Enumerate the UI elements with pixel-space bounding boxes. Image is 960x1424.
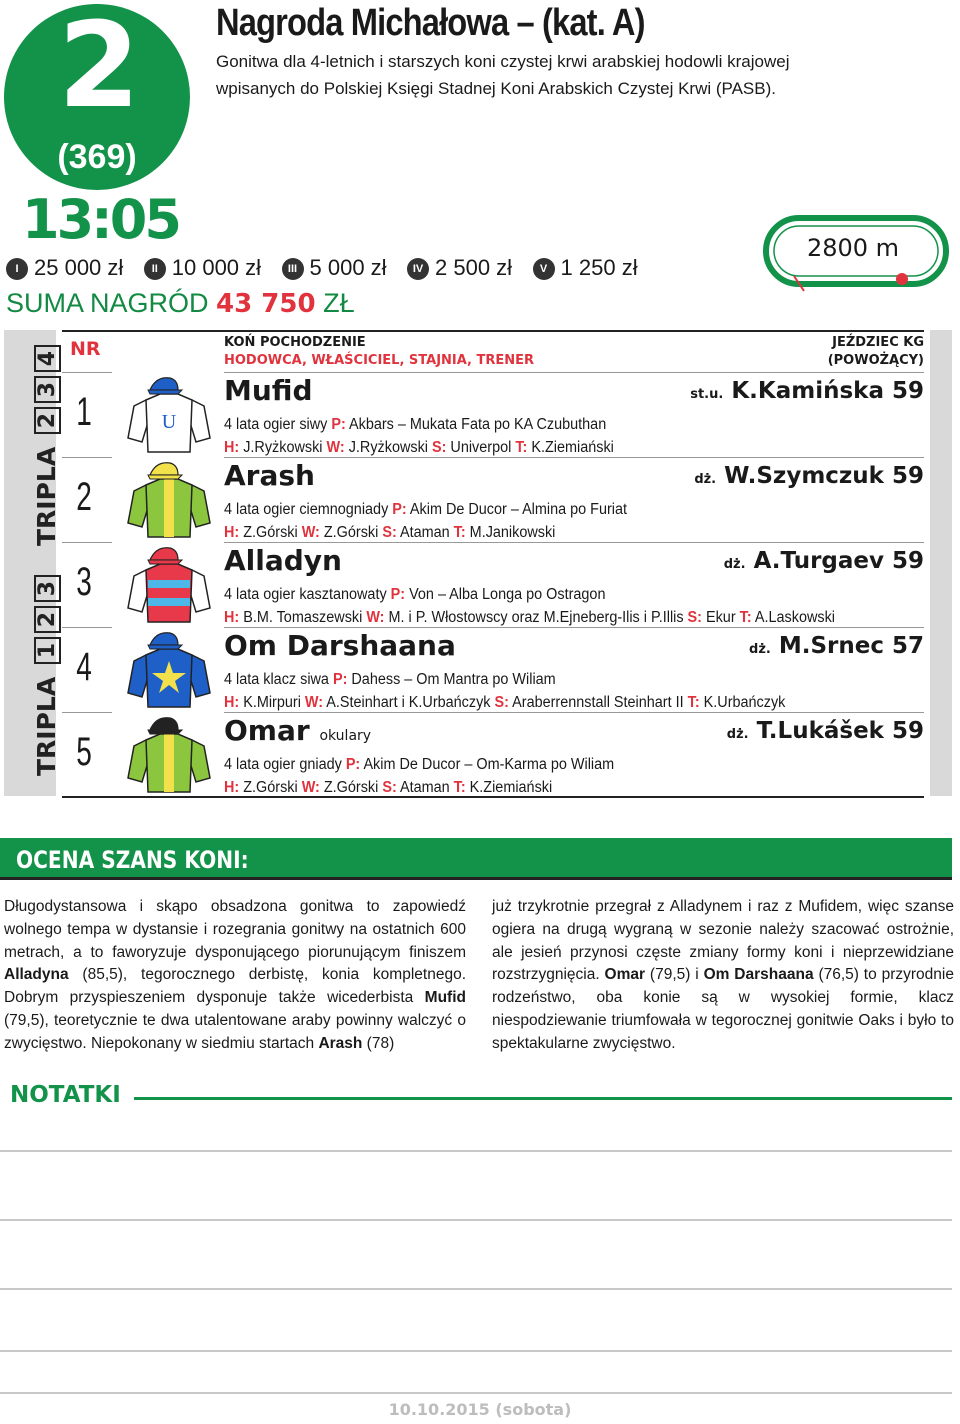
prize-sum-currency: ZŁ xyxy=(323,288,355,318)
horse-pedigree xyxy=(224,501,627,519)
header-horse-line2: HODOWCA, WŁAŚCICIEL, STAJNIA, TRENER xyxy=(224,353,535,368)
owner: J.Ryżkowski xyxy=(348,439,428,456)
row-rule xyxy=(224,542,924,543)
label-w: W: xyxy=(301,779,320,796)
label-t: T: xyxy=(453,779,466,796)
header-horse xyxy=(224,334,534,370)
place-badge: II xyxy=(144,258,166,280)
jockey-name: W.Szymczuk 59 xyxy=(724,463,924,489)
ocena-text-run: już trzykrotnie przegrał z Alladynem i raz z Mufidem, więc szanse ogiera na drugą wygraną w sezonie należy szacować ostrożnie, ale jesień przynosi częste zmiany formy koni i nieprzewidziane rozstrzygnięcia. xyxy=(492,898,954,984)
trainer: K.Ziemiański xyxy=(469,779,553,796)
ocena-text-run: (76,5) to przyrodnie rodzeństwo, oba konie są w wysokiej formie, klacz niespodziewanie triumfowała w tegorocznej gonitwie Oaks i było to spektakularne zwycięstwo. xyxy=(492,966,954,1052)
svg-text:U: U xyxy=(161,411,177,433)
ocena-text-run: (78) xyxy=(362,1034,395,1052)
footer-date: 10.10.2015 (sobota) xyxy=(388,1400,572,1419)
row-rule xyxy=(62,627,112,628)
place-badge: I xyxy=(6,258,28,280)
jockey-silks-icon xyxy=(126,461,212,541)
row-rule xyxy=(224,457,924,458)
row-rule xyxy=(62,712,112,713)
horse-row xyxy=(62,712,924,797)
tripla-label: TRIPLA xyxy=(32,676,61,776)
horse-desc: 4 lata klacz siwa xyxy=(224,671,329,688)
horse-parents: Akbars – Mukata Fata po KA Czubuthan xyxy=(348,416,607,433)
jockey-silks-icon xyxy=(126,546,212,626)
horse-row xyxy=(62,372,924,457)
horse-number: 3 xyxy=(76,560,92,604)
label-s: S: xyxy=(382,524,397,541)
label-p: P: xyxy=(392,501,407,518)
race-time: 13:05 xyxy=(22,188,179,251)
notes-title-rule xyxy=(134,1097,952,1100)
stable: Ekur xyxy=(705,609,736,626)
label-p: P: xyxy=(345,756,361,773)
horse-parents: Dahess – Om Mantra po Wiliam xyxy=(351,671,556,688)
tripla-box: 2 xyxy=(34,606,61,633)
breeder: B.M. Tomaszewski xyxy=(243,609,363,626)
horse-owners xyxy=(224,439,614,457)
stable: Araberrennstall Steinhart II xyxy=(512,694,684,711)
jockey-prefix: dż. xyxy=(694,472,717,487)
owner: Z.Górski xyxy=(323,524,379,541)
label-w: W: xyxy=(366,609,385,626)
prize-sum-label: SUMA NAGRÓD xyxy=(6,288,209,318)
tripla-sidebar xyxy=(4,330,61,796)
tripla-box: 4 xyxy=(34,345,61,372)
horse-name xyxy=(224,374,313,407)
horse-mention: Mufid xyxy=(424,989,466,1007)
label-s: S: xyxy=(687,609,702,626)
breeder: Z.Górski xyxy=(243,779,298,796)
horse-mention: Om Darshaana xyxy=(703,966,814,984)
header-jockey-line1: JEŹDZIEC KG xyxy=(832,335,924,350)
owner: Z.Górski xyxy=(323,779,379,796)
trainer: M.Janikowski xyxy=(469,524,556,541)
header-nr: NR xyxy=(70,338,101,360)
horse-parents: Von – Alba Longa po Ostragon xyxy=(409,586,606,603)
horse-name xyxy=(224,544,342,577)
label-p: P: xyxy=(331,416,346,433)
horse-name-text: Alladyn xyxy=(224,544,342,577)
trainer: A.Laskowski xyxy=(754,609,835,626)
label-t: T: xyxy=(453,524,466,541)
tripla-box: 3 xyxy=(34,575,61,602)
horse-mention: Omar xyxy=(604,966,646,984)
header-jockey xyxy=(828,334,924,370)
right-margin-bar xyxy=(930,330,952,796)
row-rule xyxy=(224,372,924,373)
race-number: 2 xyxy=(57,0,137,134)
jockey xyxy=(727,718,924,744)
ocena-text-run: Długodystansowa i skąpo obsadzona gonitwa to zapowiedź wolnego tempa w dystansie i rozegrania gonitwy na ostatnich 600 metrach, a to faworyzuje dysponującego piorunującym finiszem xyxy=(4,898,466,961)
horse-owners xyxy=(224,694,785,712)
label-h: H: xyxy=(224,779,240,796)
label-w: W: xyxy=(301,524,320,541)
horse-parents: Akim De Ducor – Om-Karma po Wiliam xyxy=(363,756,615,773)
prize-amount: 10 000 zł xyxy=(171,255,262,280)
notes-line xyxy=(0,1150,952,1152)
label-s: S: xyxy=(432,439,447,456)
jockey-silks-icon xyxy=(126,631,212,711)
label-t: T: xyxy=(515,439,528,456)
stable: Univerpol xyxy=(450,439,512,456)
race-number-badge xyxy=(4,0,190,190)
horse-row xyxy=(62,457,924,542)
prize-sum xyxy=(6,288,355,319)
jockey-name: T.Lukášek 59 xyxy=(756,718,924,744)
ocena-text-run: (85,5), tegorocznego derbistę, konia kompletnego. Dobrym przyspieszeniem dysponuje także wicederbista xyxy=(4,966,466,1007)
prize-3 xyxy=(282,254,387,282)
horse-name-text: Om Darshaana xyxy=(224,629,456,662)
horse-number: 1 xyxy=(76,390,92,434)
prize-amount: 25 000 zł xyxy=(34,255,124,280)
prize-4 xyxy=(407,254,512,282)
horse-pedigree xyxy=(224,416,606,434)
jockey-silks-icon xyxy=(126,376,212,456)
jockey xyxy=(749,633,924,659)
label-s: S: xyxy=(494,694,509,711)
horse-desc: 4 lata ogier kasztanowaty xyxy=(224,586,387,603)
row-rule xyxy=(62,372,112,373)
race-distance: 2800 m xyxy=(806,234,900,262)
tripla-label: TRIPLA xyxy=(32,446,61,546)
row-rule xyxy=(224,627,924,628)
ocena-text-run: (79,5) i xyxy=(645,966,704,984)
jockey-name: M.Srnec 57 xyxy=(778,633,924,659)
tripla-set-1 xyxy=(32,575,61,776)
horse-name xyxy=(224,629,456,662)
jockey xyxy=(694,463,924,489)
label-t: T: xyxy=(739,609,752,626)
label-p: P: xyxy=(332,671,348,688)
ocena-text-right xyxy=(492,896,954,1056)
jockey xyxy=(724,548,924,574)
jockey-prefix: dż. xyxy=(726,727,749,742)
table-bottom-rule xyxy=(62,796,924,798)
race-code: (369) xyxy=(57,138,137,176)
horse-number: 5 xyxy=(76,730,92,774)
label-h: H: xyxy=(224,609,240,626)
label-t: T: xyxy=(687,694,700,711)
stable: Ataman xyxy=(399,779,450,796)
horse-desc: 4 lata ogier ciemnogniady xyxy=(224,501,389,518)
ocena-header xyxy=(0,838,952,880)
prize-amount: 5 000 zł xyxy=(309,255,387,280)
label-w: W: xyxy=(304,694,324,711)
label-s: S: xyxy=(382,779,397,796)
header-horse-line1: KOŃ POCHODZENIE xyxy=(224,335,366,350)
horse-mention: Arash xyxy=(318,1034,363,1052)
jockey-prefix: st.u. xyxy=(690,387,724,402)
tripla-set-2 xyxy=(32,345,61,546)
notes-line xyxy=(0,1219,952,1221)
horse-owners xyxy=(224,524,555,542)
prize-amount: 2 500 zł xyxy=(435,255,513,280)
trainer: K.Ziemiański xyxy=(531,439,614,456)
horse-name-text: Arash xyxy=(224,459,315,492)
prize-1 xyxy=(6,254,123,282)
notes-line xyxy=(0,1288,952,1290)
horse-pedigree xyxy=(224,671,556,689)
row-rule xyxy=(224,712,924,713)
horse-pedigree xyxy=(224,756,614,774)
prize-list xyxy=(6,254,654,282)
horse-name-text: Mufid xyxy=(224,374,313,407)
notes-line xyxy=(0,1350,952,1352)
horse-owners xyxy=(224,779,552,797)
place-badge: III xyxy=(282,258,304,280)
tripla-box: 1 xyxy=(34,637,61,664)
horse-pedigree xyxy=(224,586,605,604)
label-h: H: xyxy=(224,524,240,541)
jockey-prefix: dż. xyxy=(723,557,746,572)
horse-note: okulary xyxy=(319,728,372,744)
horse-name xyxy=(224,714,371,747)
prize-5 xyxy=(533,254,638,282)
ocena-text-run: (79,5), teoretycznie te dwa utalentowane araby powinny walczyć o zwycięstwo. Niepokonany w siedmiu startach xyxy=(4,1011,466,1052)
breeder: J.Ryżkowski xyxy=(243,439,323,456)
horse-name xyxy=(224,459,315,492)
ocena-title: OCENA SZANS KONI: xyxy=(16,846,249,874)
horse-parents: Akim De Ducor – Almina po Furiat xyxy=(409,501,628,518)
trainer: K.Urbańczyk xyxy=(703,694,786,711)
horse-mention: Alladyna xyxy=(4,966,69,984)
race-title: Nagroda Michałowa – (kat. A) xyxy=(216,2,645,44)
horse-number: 2 xyxy=(76,475,92,519)
breeder: Z.Górski xyxy=(243,524,298,541)
row-rule xyxy=(62,542,112,543)
label-p: P: xyxy=(390,586,406,603)
horse-desc: 4 lata ogier gniady xyxy=(224,756,342,773)
horse-owners xyxy=(224,609,835,627)
notes-title: NOTATKI xyxy=(10,1082,121,1108)
place-badge: IV xyxy=(407,258,429,280)
prize-amount: 1 250 zł xyxy=(560,255,638,280)
table-header xyxy=(62,330,924,372)
breeder: K.Mirpuri xyxy=(243,694,301,711)
jockey-name: A.Turgaev 59 xyxy=(753,548,924,574)
horse-row xyxy=(62,627,924,712)
jockey xyxy=(690,378,924,404)
label-w: W: xyxy=(326,439,345,456)
tripla-box: 3 xyxy=(34,376,61,403)
ocena-text-left xyxy=(4,896,466,1056)
jockey-prefix: dż. xyxy=(749,642,771,657)
jockey-name: K.Kamińska 59 xyxy=(731,378,924,404)
horse-name-text: Omar xyxy=(224,714,310,747)
header-jockey-line2: (POWOŻĄCY) xyxy=(827,353,924,368)
prize-2 xyxy=(144,254,261,282)
horse-number: 4 xyxy=(76,645,92,689)
horse-desc: 4 lata ogier siwy xyxy=(224,416,328,433)
owner: M. i P. Włostowscy oraz M.Ejneberg-Ilis i P.Illis xyxy=(388,609,684,626)
race-description: Gonitwa dla 4-letnich i starszych koni czystej krwi arabskiej hodowli krajowej wpisanych do Polskiej Księgi Stadnej Koni Arabskich Czystej Krwi (PASB). xyxy=(216,52,790,98)
owner: A.Steinhart i K.Urbańczyk xyxy=(326,694,491,711)
tripla-box: 2 xyxy=(34,407,61,434)
prize-sum-amount: 43 750 xyxy=(216,289,316,319)
jockey-silks-icon xyxy=(126,716,212,796)
stable: Ataman xyxy=(399,524,450,541)
horse-row xyxy=(62,542,924,627)
notes-line xyxy=(0,1392,952,1394)
row-rule xyxy=(62,457,112,458)
place-badge: V xyxy=(533,258,555,280)
label-h: H: xyxy=(224,439,240,456)
label-h: H: xyxy=(224,694,240,711)
